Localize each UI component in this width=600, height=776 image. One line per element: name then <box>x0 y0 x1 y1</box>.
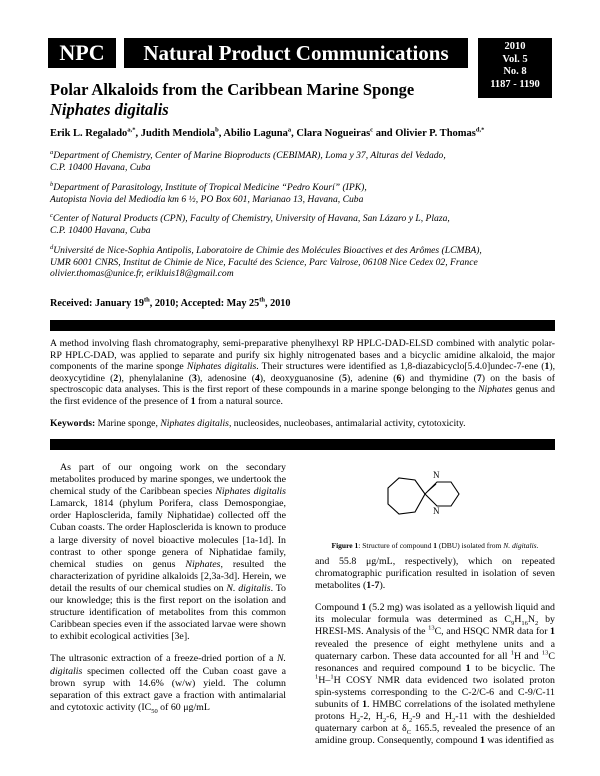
received-text: , 2010; Accepted: May 25 <box>149 298 260 309</box>
affiliation-sup: d <box>50 243 54 251</box>
author-sup: c <box>370 126 374 134</box>
received-sup: th <box>259 296 265 304</box>
pyrimidine-ring <box>425 482 459 506</box>
nitrogen-label: N <box>433 470 440 480</box>
affiliation-sup: a <box>50 148 54 156</box>
received-text: , 2010 <box>265 298 291 309</box>
author-name: Judith Mendiola <box>140 128 216 139</box>
affiliation-line: Department of Parasitology, Institute of Tropical Medicine “Pedro Kourí” (IPK), <box>53 181 367 193</box>
issue-year: 2010 <box>504 41 526 52</box>
body-right-column <box>315 556 555 747</box>
affiliation <box>50 245 555 270</box>
azepane-ring <box>388 478 425 514</box>
affiliation-line: Department of Chemistry, Center of Marine Bioproducts (CEBIMAR), Loma y 37, Alturas del Vedado, <box>53 150 446 161</box>
npc-logo: NPC <box>48 38 116 68</box>
nitrogen-label: N <box>433 506 440 516</box>
abstract-divider <box>50 320 555 331</box>
body-divider <box>50 439 555 450</box>
issue-number: No. 8 <box>503 66 527 77</box>
seven-membered-ring <box>388 478 459 514</box>
author-sup: b <box>215 126 219 134</box>
received-text: Received: January 19 <box>50 298 144 309</box>
issue-volume: Vol. 5 <box>502 53 528 65</box>
contact-email: olivier.thomas@unice.fr, erikluis18@gmail.com <box>50 268 234 279</box>
received-sup: th <box>143 296 150 304</box>
figure-caption: Figure 1: Structure of compound 1 (DBU) isolated from N. digitalis. <box>331 541 539 550</box>
affiliations <box>50 150 555 276</box>
title-main: Polar Alkaloids from the Caribbean Marine Sponge <box>50 80 415 99</box>
author-sup: d,* <box>475 126 485 134</box>
body-left-column <box>50 462 286 724</box>
affiliation <box>50 150 555 175</box>
author-name: Olivier P. Thomas <box>395 128 476 139</box>
author-name: Erik L. Regalado <box>50 128 128 139</box>
dbu-structure-figure <box>315 462 555 532</box>
affiliation-line: Université de Nice-Sophia Antipolis, Laboratoire de Chimie des Molécules Bioactives et des Arômes (LCMBA), <box>53 244 482 256</box>
author-sup: a <box>287 126 292 134</box>
amidine-double-bond <box>428 484 436 491</box>
paragraph: Compound 1 (5.2 mg) was isolated as a yellowish liquid and its molecular formula was determined as $C_9H_{16}N_2$ by HRESI-MS. Analysis of the $^{13}$C, and HSQC NMR data for 1 revealed the presence of eight methylene units and a quaternary carbon. These data accounted for all $^1$H and $^{13}$C resonances and required compound 1 to be bicyclic. The $^1$H–$^1$H COSY NMR data evidenced two isolated proton spin-systems corresponding to the C-2/C-6 and C-9/C-11 subunits of 1. HMBC correlations of the isolated methylene protons $H_2-2$, $H_2-6$, $H_2-9$ and $H_2-11$ with the deshielded quaternary carbon at $\delta_C$ 165.5, revealed the presence of an amidine group. Consequently, compound 1 was identified as <box>315 602 556 747</box>
journal-title: Natural Product Communications <box>124 38 468 68</box>
affiliation-line: UMR 6001 CNRS, Institut de Chimie de Nice, Faculté des Science, Parc Valrose, 06108 Nice Cedex 02, France <box>50 257 478 269</box>
affiliation <box>50 182 555 207</box>
author-name: Clara Nogueiras <box>296 128 371 139</box>
issue-info <box>478 38 552 98</box>
keywords-label: Keywords: <box>50 418 96 429</box>
affiliation-line: Autopista Novia del Mediodía km 6 ½, PO Box 601, Marianao 13, Havana, Cuba <box>50 193 364 205</box>
affiliation-line: C.P. 10400 Havana, Cuba <box>50 162 151 174</box>
author-name: Abilio Laguna <box>223 128 288 139</box>
article-title <box>50 80 430 120</box>
paragraph: and 55.8 μg/mL, respectively), which on repeated chromatographic purification resulted in isolation of seven metabolites (1-7). <box>315 556 555 592</box>
abstract: A method involving flash chromatography, semi-preparative phenylhexyl RP HPLC-DAD-ELSD combined with analytic polar-RP HPLC-DAD, was applied to separate and purify six highly nitrogenated bases and a bicyclic amidine alkaloid, the major components of the marine sponge Niphates digitalis. Their structures were identified as 1,8-diazabicyclo[5.4.0]undec-7-ene (1), deoxycytidine (2), phenylalanine (3), adenosine (4), deoxyguanosine (5), adenine (6) and thymidine (7) on the basis of spectroscopic data analyses. This is the first report of these compounds in a marine sponge belonging to the Niphates genus and the first evidence of the presence of 1 from a natural source. <box>50 338 555 407</box>
paragraph: The ultrasonic extraction of a freeze-dried portion of a N. digitalis specimen collected off the Cuban coast gave a brown syrup with 14.6% (w/w) yield. The column separation of this extract gave a fraction with antimalarial and cytotoxic activity ($IC_{50}$ of 60 μg/mL <box>50 653 286 715</box>
affiliation-line: C.P. 10400 Havana, Cuba <box>50 225 151 237</box>
author-list: Erik L. Regalado$^{a,*}$, Judith Mendiola$^b$, Abilio Laguna$^a$, Clara Nogueiras$^c$ and Olivier P. Thomas$^{d,*}$ <box>50 126 485 139</box>
title-species: Niphates digitalis <box>50 100 169 119</box>
paragraph: As part of our ongoing work on the secondary metabolites produced by marine sponges, we undertook the chemical study of the Caribbean species Niphates digitalis Lamarck, 1814 (phylum Porifera, class Demospongiae, order Haplosclerida, family Niphatidae) collected off the Cuban coasts. The order Haplosclerida is known to produce a large diversity of novel bioactive molecules [1a-1d]. In contrast to other sponge genera of Niphatidae family, chemical studies on genus Niphates, resulted the characterization of pyridine alkaloids [2,3a-3d]. Herein, we detail the results of our chemical studies on N. digitalis. To our knowledge; this is the first report on the isolation and structure identification of metabolites from this common Caribbean species even if the associated larvae were shown to exhibit ecological activities [3e]. <box>50 462 287 643</box>
affiliation-sup: b <box>50 180 54 188</box>
received-dates <box>50 298 290 309</box>
author-sup: a,* <box>127 126 136 134</box>
keywords: Keywords: Marine sponge, Niphates digitalis, nucleosides, nucleobases, antimalarial activity, cytotoxicity. <box>50 418 466 429</box>
affiliation <box>50 213 555 238</box>
issue-pages: 1187 - 1190 <box>490 78 540 90</box>
affiliation-line: Center of Natural Products (CPN), Faculty of Chemistry, University of Havana, San Lázaro y L, Plaza, <box>52 213 450 225</box>
affiliation-sup: c <box>50 212 53 219</box>
